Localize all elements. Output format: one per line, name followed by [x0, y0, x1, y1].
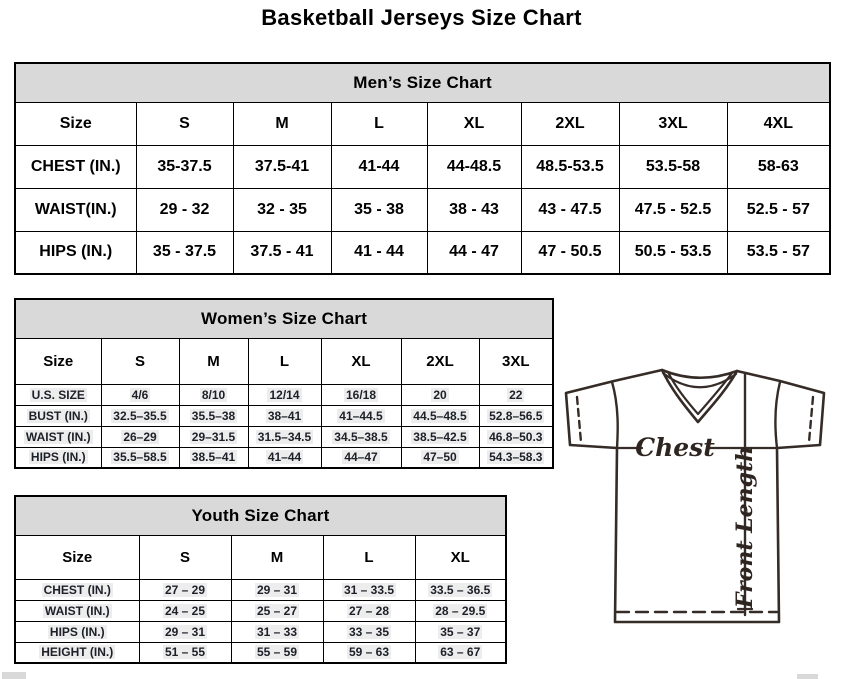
column-header: L	[323, 535, 415, 579]
scrollbar-fragment-left	[2, 672, 26, 679]
size-value	[415, 642, 506, 663]
size-value	[101, 447, 179, 468]
size-value	[139, 642, 231, 663]
size-value: 41-44	[331, 145, 427, 188]
size-value	[179, 384, 248, 405]
row-label	[15, 621, 139, 642]
size-value-text: 4/6	[131, 387, 149, 402]
size-value	[415, 579, 506, 600]
size-value-text: 26–29	[123, 429, 157, 444]
size-value-text: 59 – 63	[348, 645, 390, 660]
size-value	[479, 384, 553, 405]
row-label	[15, 642, 139, 663]
jersey-diagram	[556, 361, 838, 627]
size-value-text: 8/10	[201, 387, 226, 402]
row-label: WAIST(IN.)	[15, 188, 136, 231]
front-length-label: Front Length	[732, 445, 758, 609]
size-value: 35 - 37.5	[136, 231, 233, 274]
column-header: XL	[415, 535, 506, 579]
size-value-text: 52.8–56.5	[489, 408, 543, 423]
column-header: M	[231, 535, 323, 579]
table-row	[15, 447, 553, 468]
size-value-text: 47–50	[423, 450, 457, 465]
size-value: 37.5 - 41	[233, 231, 331, 274]
size-value	[231, 621, 323, 642]
size-value	[139, 621, 231, 642]
size-value-text: 27 – 29	[164, 582, 206, 597]
column-header: M	[233, 102, 331, 145]
size-value-text: 41–44.5	[339, 408, 383, 423]
column-header: L	[248, 338, 321, 384]
table-title: Youth Size Chart	[15, 496, 506, 535]
size-value: 50.5 - 53.5	[619, 231, 727, 274]
mens-size-table	[14, 62, 831, 275]
size-value-text: 31 – 33	[256, 624, 298, 639]
size-value-text: 32.5–35.5	[113, 408, 167, 423]
table-title-row	[15, 63, 830, 102]
size-value	[231, 579, 323, 600]
size-value: 53.5-58	[619, 145, 727, 188]
row-label: HIPS (IN.)	[15, 231, 136, 274]
size-value	[401, 426, 479, 447]
size-value-text: 44–47	[344, 450, 378, 465]
size-value	[101, 405, 179, 426]
size-value-text: 33 – 35	[348, 624, 390, 639]
row-label-text: BUST (IN.)	[28, 408, 88, 423]
size-value	[321, 405, 401, 426]
size-value-text: 29 – 31	[256, 582, 298, 597]
table-row	[15, 384, 553, 405]
size-value: 29 - 32	[136, 188, 233, 231]
table-row	[15, 579, 506, 600]
size-value-text: 44.5–48.5	[413, 408, 467, 423]
size-value	[101, 384, 179, 405]
row-label	[15, 579, 139, 600]
row-label-text: HEIGHT (IN.)	[41, 645, 114, 660]
row-label-text: WAIST (IN.)	[44, 603, 110, 618]
size-value-text: 35.5–38	[191, 408, 236, 423]
size-value: 47 - 50.5	[521, 231, 619, 274]
size-value	[321, 447, 401, 468]
size-value: 41 - 44	[331, 231, 427, 274]
size-value	[321, 426, 401, 447]
table-title-row	[15, 299, 553, 338]
size-value	[401, 384, 479, 405]
column-header-row	[15, 102, 830, 145]
size-value-text: 24 – 25	[164, 603, 206, 618]
size-value	[248, 426, 321, 447]
column-header: 3XL	[619, 102, 727, 145]
size-value	[139, 600, 231, 621]
size-value	[179, 405, 248, 426]
size-value	[479, 447, 553, 468]
column-header: S	[136, 102, 233, 145]
column-header: XL	[321, 338, 401, 384]
size-value	[479, 426, 553, 447]
column-header: Size	[15, 535, 139, 579]
column-header: Size	[15, 102, 136, 145]
size-value: 37.5-41	[233, 145, 331, 188]
table-row	[15, 426, 553, 447]
size-value	[323, 642, 415, 663]
size-value-text: 35 – 37	[440, 624, 481, 639]
size-value: 53.5 - 57	[727, 231, 830, 274]
size-value-text: 33.5 – 36.5	[430, 582, 491, 597]
size-value	[248, 447, 321, 468]
size-value: 35 - 38	[331, 188, 427, 231]
column-header-row	[15, 338, 553, 384]
row-label	[15, 384, 101, 405]
table-row	[15, 405, 553, 426]
size-value	[101, 426, 179, 447]
column-header: 4XL	[727, 102, 830, 145]
size-value	[401, 405, 479, 426]
size-value-text: 38–41	[267, 408, 302, 423]
column-header: M	[179, 338, 248, 384]
size-value-text: 55 – 59	[256, 645, 298, 660]
row-label-text: U.S. SIZE	[31, 387, 85, 402]
size-value-text: 31 – 33.5	[343, 582, 395, 597]
size-value: 44-48.5	[427, 145, 521, 188]
row-label	[15, 447, 101, 468]
size-value-text: 29–31.5	[191, 429, 236, 444]
table-title: Women’s Size Chart	[15, 299, 553, 338]
row-label-text: HIPS (IN.)	[49, 624, 105, 639]
size-value-text: 34.5–38.5	[334, 429, 388, 444]
table-title: Men’s Size Chart	[15, 63, 830, 102]
size-value-text: 38.5–42.5	[413, 429, 467, 444]
row-label-text: CHEST (IN.)	[43, 582, 111, 597]
column-header: Size	[15, 338, 101, 384]
size-value: 35-37.5	[136, 145, 233, 188]
size-value	[139, 579, 231, 600]
row-label	[15, 600, 139, 621]
size-value: 44 - 47	[427, 231, 521, 274]
size-value	[323, 579, 415, 600]
size-value: 58-63	[727, 145, 830, 188]
size-value: 52.5 - 57	[727, 188, 830, 231]
size-value-text: 22	[509, 387, 523, 402]
column-header: 3XL	[479, 338, 553, 384]
column-header: S	[101, 338, 179, 384]
size-value-text: 38.5–41	[191, 450, 236, 465]
size-value-text: 51 – 55	[164, 645, 206, 660]
column-header: 2XL	[401, 338, 479, 384]
size-value	[415, 621, 506, 642]
size-value-text: 46.8–50.3	[489, 429, 543, 444]
size-value	[321, 384, 401, 405]
row-label-text: HIPS (IN.)	[30, 450, 86, 465]
column-header: 2XL	[521, 102, 619, 145]
size-value-text: 29 – 31	[164, 624, 206, 639]
table-row	[15, 621, 506, 642]
size-value	[248, 384, 321, 405]
womens-size-table	[14, 298, 554, 469]
size-value-text: 25 – 27	[256, 603, 298, 618]
size-value	[231, 642, 323, 663]
size-value	[323, 621, 415, 642]
column-header: S	[139, 535, 231, 579]
size-value	[248, 405, 321, 426]
row-label: CHEST (IN.)	[15, 145, 136, 188]
chest-label: Chest	[635, 433, 715, 462]
size-value-text: 63 – 67	[440, 645, 481, 660]
table-row	[15, 231, 830, 274]
row-label	[15, 426, 101, 447]
table-row	[15, 642, 506, 663]
page-title: Basketball Jerseys Size Chart	[261, 5, 582, 30]
size-value-text: 41–44	[267, 450, 302, 465]
size-value	[323, 600, 415, 621]
size-value	[415, 600, 506, 621]
youth-size-table	[14, 495, 507, 664]
size-value: 47.5 - 52.5	[619, 188, 727, 231]
table-row	[15, 145, 830, 188]
table-title-row	[15, 496, 506, 535]
column-header: L	[331, 102, 427, 145]
size-value	[401, 447, 479, 468]
size-value	[231, 600, 323, 621]
table-row	[15, 600, 506, 621]
size-value-text: 35.5–58.5	[113, 450, 167, 465]
size-value	[479, 405, 553, 426]
size-value-text: 16/18	[345, 387, 377, 402]
table-row	[15, 188, 830, 231]
size-value-text: 31.5–34.5	[257, 429, 312, 444]
size-value: 48.5-53.5	[521, 145, 619, 188]
size-value-text: 54.3–58.3	[489, 450, 543, 465]
size-value	[179, 447, 248, 468]
size-value-text: 12/14	[269, 387, 300, 402]
size-value-text: 28 – 29.5	[435, 603, 486, 618]
scrollbar-fragment-right	[797, 674, 818, 679]
row-label	[15, 405, 101, 426]
row-label-text: WAIST (IN.)	[25, 429, 91, 444]
size-value	[179, 426, 248, 447]
size-value-text: 27 – 28	[348, 603, 390, 618]
size-value: 32 - 35	[233, 188, 331, 231]
jersey-outline	[566, 370, 824, 622]
size-value: 38 - 43	[427, 188, 521, 231]
column-header-row	[15, 535, 506, 579]
size-value: 43 - 47.5	[521, 188, 619, 231]
column-header: XL	[427, 102, 521, 145]
size-value-text: 20	[433, 387, 447, 402]
